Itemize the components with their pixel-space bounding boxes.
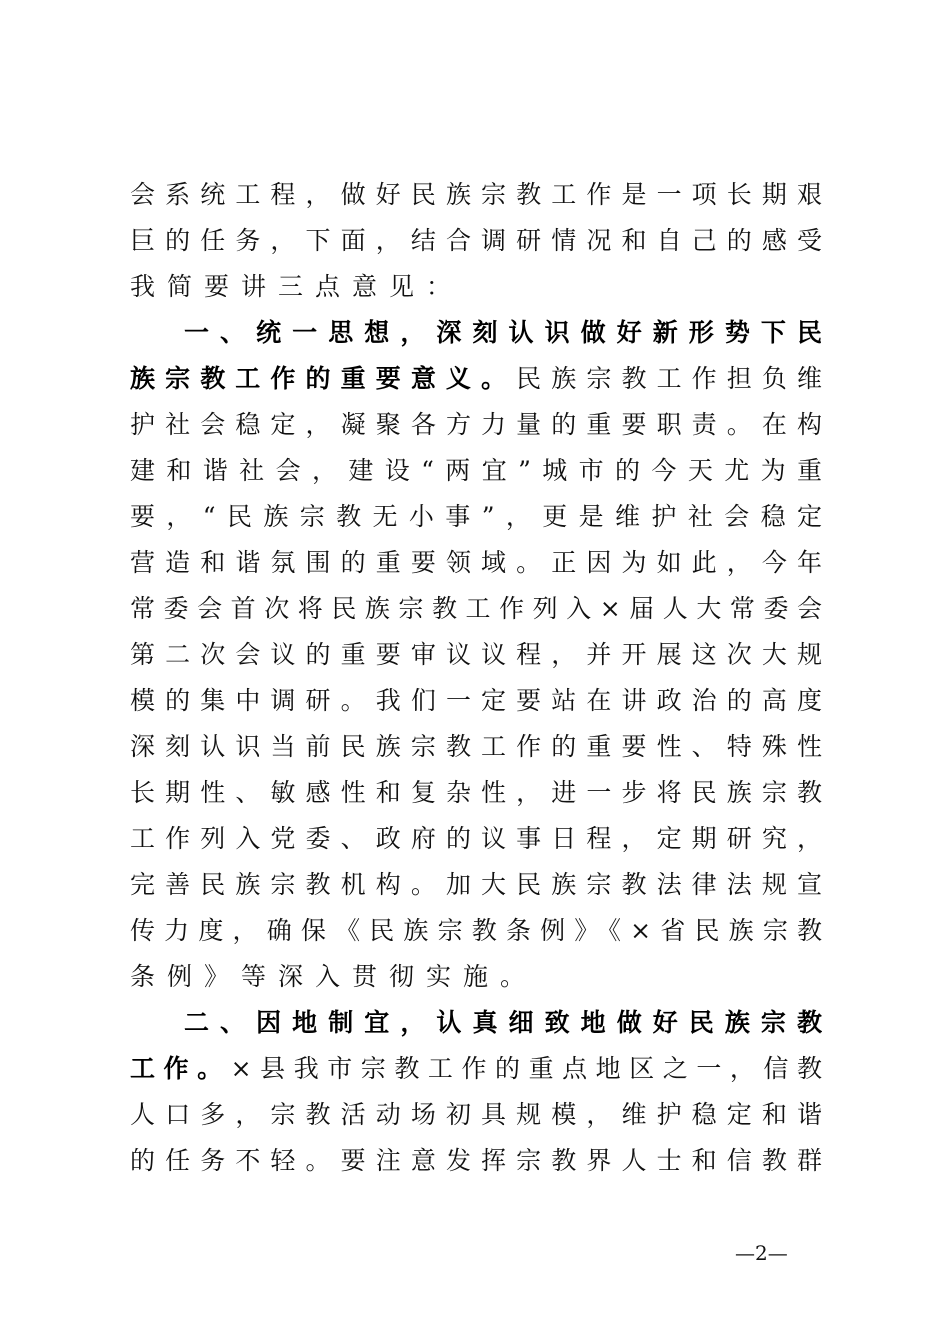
section-heading-1: 一、统一思想，深刻认识做好新形势下民 [184, 318, 822, 347]
text-segment: 民族宗教工作担负维 [516, 364, 822, 393]
text-line: 完善民族宗教机构。加大民族宗教法律法规宣 [130, 870, 822, 899]
text-line: 常委会首次将民族宗教工作列入×届人大常委会 [130, 594, 822, 623]
text-line: 的任务不轻。要注意发挥宗教界人士和信教群 [130, 1146, 822, 1175]
text-line: 要，“民族宗教无小事”，更是维护社会稳定 [130, 502, 822, 531]
text-line: 条例》等深入贯彻实施。 [130, 962, 538, 991]
section-heading-2-continued: 工作。 [130, 1054, 231, 1083]
page-number: —2— [735, 1241, 788, 1265]
text-line [130, 1046, 822, 1092]
text-line: 人口多，宗教活动场初具规模，维护稳定和谐 [130, 1100, 822, 1129]
text-segment: ×县我市宗教工作的重点地区之一，信教 [230, 1054, 822, 1083]
text-line: 护社会稳定，凝聚各方力量的重要职责。在构 [130, 410, 822, 439]
text-line: 我简要讲三点意见： [130, 272, 464, 301]
text-line: 第二次会议的重要审议议程，并开展这次大规 [130, 640, 822, 669]
text-line: 深刻认识当前民族宗教工作的重要性、特殊性 [130, 732, 822, 761]
text-line: 传力度，确保《民族宗教条例》《×省民族宗教 [130, 916, 822, 945]
text-line: 巨的任务，下面，结合调研情况和自己的感受 [130, 226, 822, 255]
text-line: 会系统工程，做好民族宗教工作是一项长期艰 [130, 180, 822, 209]
text-line: 建和谐社会，建设“两宜”城市的今天尤为重 [130, 456, 822, 485]
document-body [130, 172, 822, 1184]
text-line: 营造和谐氛围的重要领域。正因为如此，今年 [130, 548, 822, 577]
section-heading-2: 二、因地制宜，认真细致地做好民族宗教 [184, 1008, 822, 1037]
text-line: 长期性、敏感性和复杂性，进一步将民族宗教 [130, 778, 822, 807]
text-line [130, 356, 822, 402]
text-line: 模的集中调研。我们一定要站在讲政治的高度 [130, 686, 822, 715]
text-line: 工作列入党委、政府的议事日程，定期研究， [130, 824, 822, 853]
section-heading-1-continued: 族宗教工作的重要意义。 [130, 364, 517, 393]
